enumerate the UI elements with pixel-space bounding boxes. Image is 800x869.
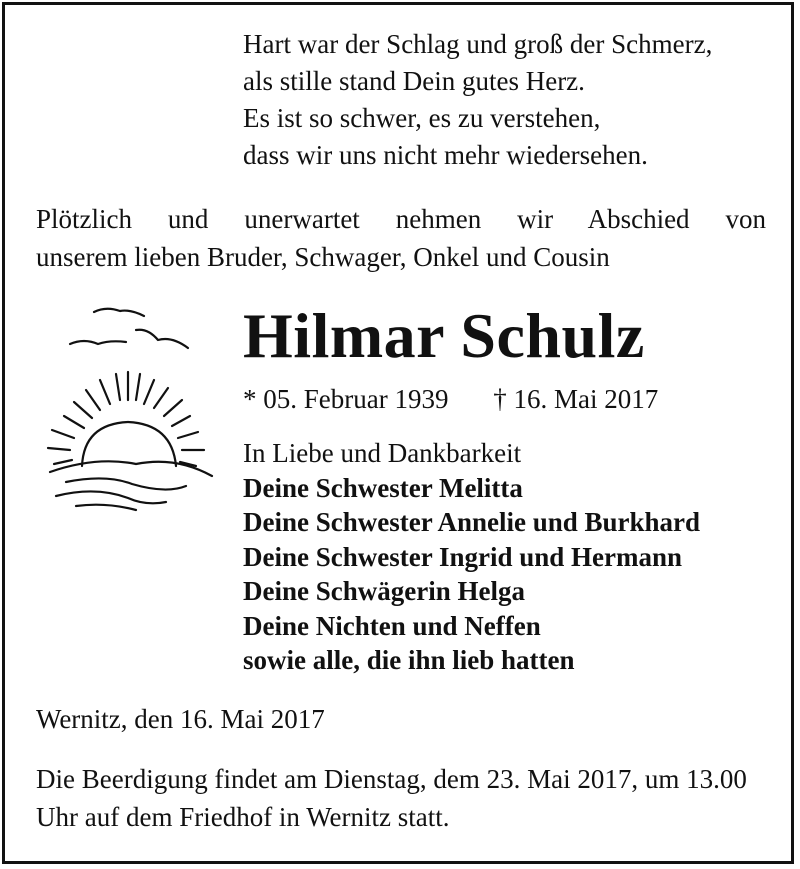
- mourner-line: Deine Schwester Ingrid und Hermann: [243, 541, 683, 572]
- farewell-intro: [36, 200, 766, 276]
- sunset-birds-illustration: [36, 296, 226, 516]
- poem: [243, 26, 783, 174]
- mourner-line: Deine Nichten und Neffen: [243, 610, 541, 641]
- funeral-notice: Die Beerdigung findet am Dienstag, dem 23. Mai 2017, um 13.00 Uhr auf dem Friedhof in Wernitz statt.: [36, 764, 747, 832]
- bird-icon: [94, 309, 144, 316]
- bird-icon: [136, 330, 188, 348]
- mourners-intro: In Liebe und Dankbarkeit: [243, 438, 522, 468]
- mourner-line: Deine Schwester Melitta: [243, 472, 523, 503]
- mourner-line: Deine Schwägerin Helga: [243, 576, 525, 606]
- death-date: † 16. Mai 2017: [493, 384, 659, 414]
- place-date: Wernitz, den 16. Mai 2017: [36, 704, 325, 734]
- poem-line: als stille stand Dein gutes Herz.: [243, 66, 585, 96]
- bird-icon: [70, 341, 126, 344]
- mourners-list: [243, 436, 788, 678]
- intro-line: unserem lieben Bruder, Schwager, Onkel und Cousin: [36, 242, 610, 272]
- poem-line: Es ist so schwer, es zu verstehen,: [243, 103, 601, 133]
- birth-date: * 05. Februar 1939: [243, 384, 449, 414]
- poem-line: dass wir uns nicht mehr wiedersehen.: [243, 140, 648, 170]
- poem-line: Hart war der Schlag und groß der Schmerz,: [243, 29, 713, 59]
- intro-line: Plötzlich und unerwartet nehmen wir Abschied von: [36, 204, 766, 234]
- deceased-name: Hilmar Schulz: [243, 300, 645, 371]
- mourner-line: Deine Schwester Annelie und Burkhard: [243, 507, 701, 537]
- mourner-line: sowie alle, die ihn lieb hatten: [243, 645, 575, 675]
- life-dates: [243, 381, 783, 417]
